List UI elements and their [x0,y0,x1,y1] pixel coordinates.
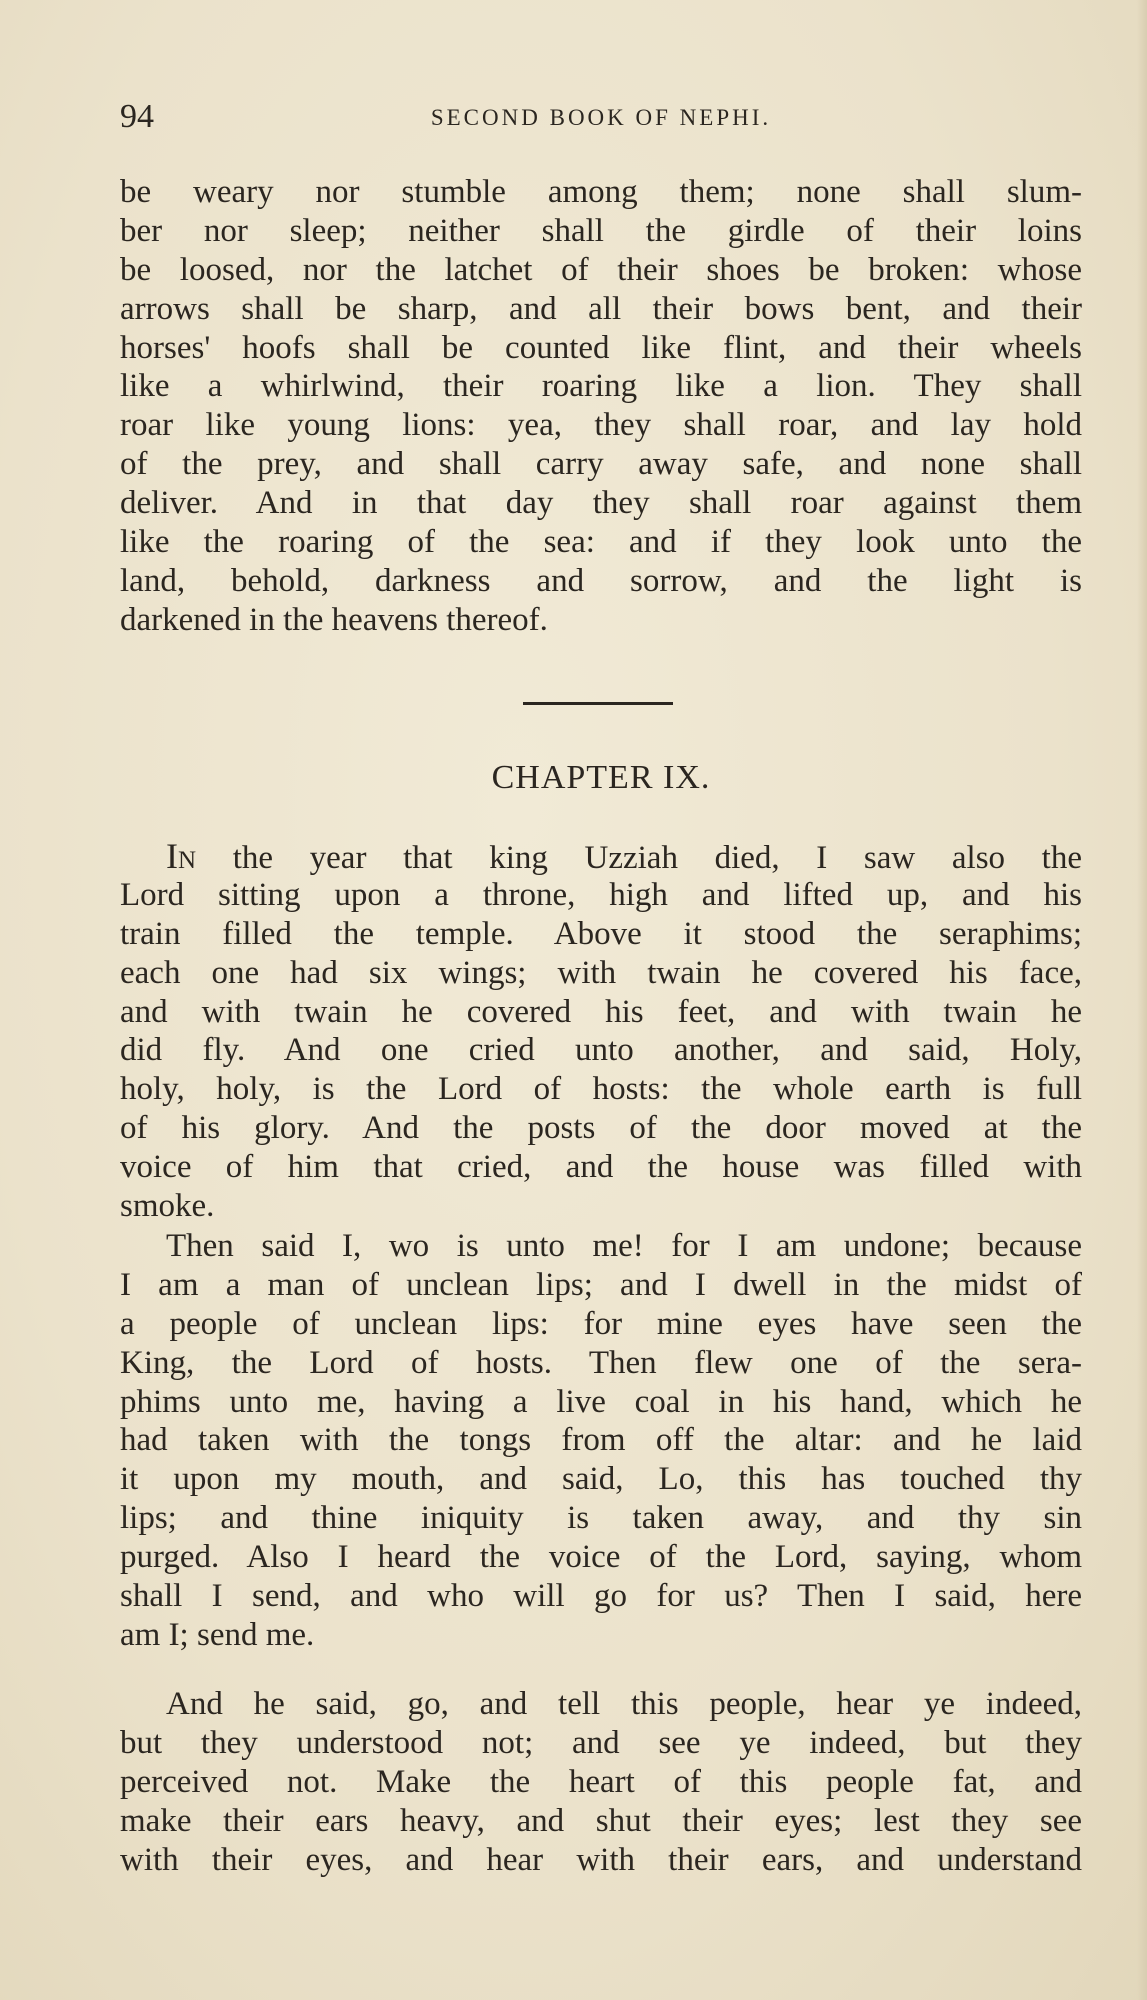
text-line: Then said I, wo is unto me! for I am undone; because [166,1228,1082,1264]
continued-passage [120,173,1082,640]
chapter-paragraph-1 [120,837,1082,1226]
text-line: holy, holy, is the Lord of hosts: the whole earth is full [120,1071,1082,1108]
chapter-paragraph-3 [120,1685,1082,1879]
text-line: perceived not. Make the heart of this people fat, and [120,1763,1082,1800]
text-line: voice of him that cried, and the house was filled with [120,1149,1082,1186]
text-line-rest: the year that king Uzziah died, I saw also the [196,840,1082,876]
text-line: but they understood not; and see ye indeed, but they [120,1724,1082,1761]
text-line: it upon my mouth, and said, Lo, this has touched thy [120,1461,1082,1498]
opening-word: In [166,836,197,876]
text-line: of his glory. And the posts of the door moved at the [120,1110,1082,1147]
text-line: and with twain he covered his feet, and with twain he [120,993,1082,1030]
text-line: purged. Also I heard the voice of the Lord, saying, whom [120,1539,1082,1576]
page-number: 94 [120,98,154,135]
text-line: with their eyes, and hear with their ears, and understand [120,1841,1082,1878]
text-line-first [120,837,1082,876]
chapter-paragraph-2 [120,1227,1082,1655]
text-line: smoke. [120,1188,215,1225]
text-line: horses' hoofs shall be counted like flint, and their wheels [120,329,1082,366]
text-line: shall I send, and who will go for us? Then I said, here [120,1578,1082,1615]
text-line: make their ears heavy, and shut their eyes; lest they see [120,1802,1082,1839]
section-divider [523,702,673,705]
text-line: a people of unclean lips: for mine eyes have seen the [120,1305,1082,1342]
text-line: darkened in the heavens thereof. [120,601,548,638]
text-line: each one had six wings; with twain he covered his face, [120,954,1082,991]
text-line: ber nor sleep; neither shall the girdle of their loins [120,212,1082,249]
text-line: train filled the temple. Above it stood the seraphims; [120,915,1082,952]
page-header [120,97,1082,137]
text-line: did fly. And one cried unto another, and said, Holy, [120,1032,1082,1069]
text-line: And he said, go, and tell this people, hear ye indeed, [166,1686,1082,1722]
text-line: be loosed, nor the latchet of their shoes be broken: whose [120,251,1082,288]
text-line: land, behold, darkness and sorrow, and the light is [120,562,1082,599]
text-line: am I; send me. [120,1616,315,1653]
running-head: SECOND BOOK OF NEPHI. [430,105,772,130]
text-line: arrows shall be sharp, and all their bows bent, and their [120,290,1082,327]
text-line: Lord sitting upon a throne, high and lifted up, and his [120,876,1082,913]
text-line: be weary nor stumble among them; none shall slum- [120,174,1082,210]
text-line: deliver. And in that day they shall roar against them [120,485,1082,522]
text-line: lips; and thine iniquity is taken away, and thy sin [120,1500,1082,1537]
page-edge-shadow [1137,0,1147,2000]
chapter-title: CHAPTER IX. [491,759,711,796]
text-line: like a whirlwind, their roaring like a lion. They shall [120,368,1082,405]
text-line: like the roaring of the sea: and if they look unto the [120,524,1082,561]
text-line: roar like young lions: yea, they shall roar, and lay hold [120,407,1082,444]
text-line: King, the Lord of hosts. Then flew one of the sera- [120,1344,1082,1381]
text-line: phims unto me, having a live coal in his hand, which he [120,1383,1082,1420]
text-line: I am a man of unclean lips; and I dwell in the midst of [120,1266,1082,1303]
text-line: had taken with the tongs from off the altar: and he laid [120,1422,1082,1459]
text-line: of the prey, and shall carry away safe, and none shall [120,446,1082,483]
